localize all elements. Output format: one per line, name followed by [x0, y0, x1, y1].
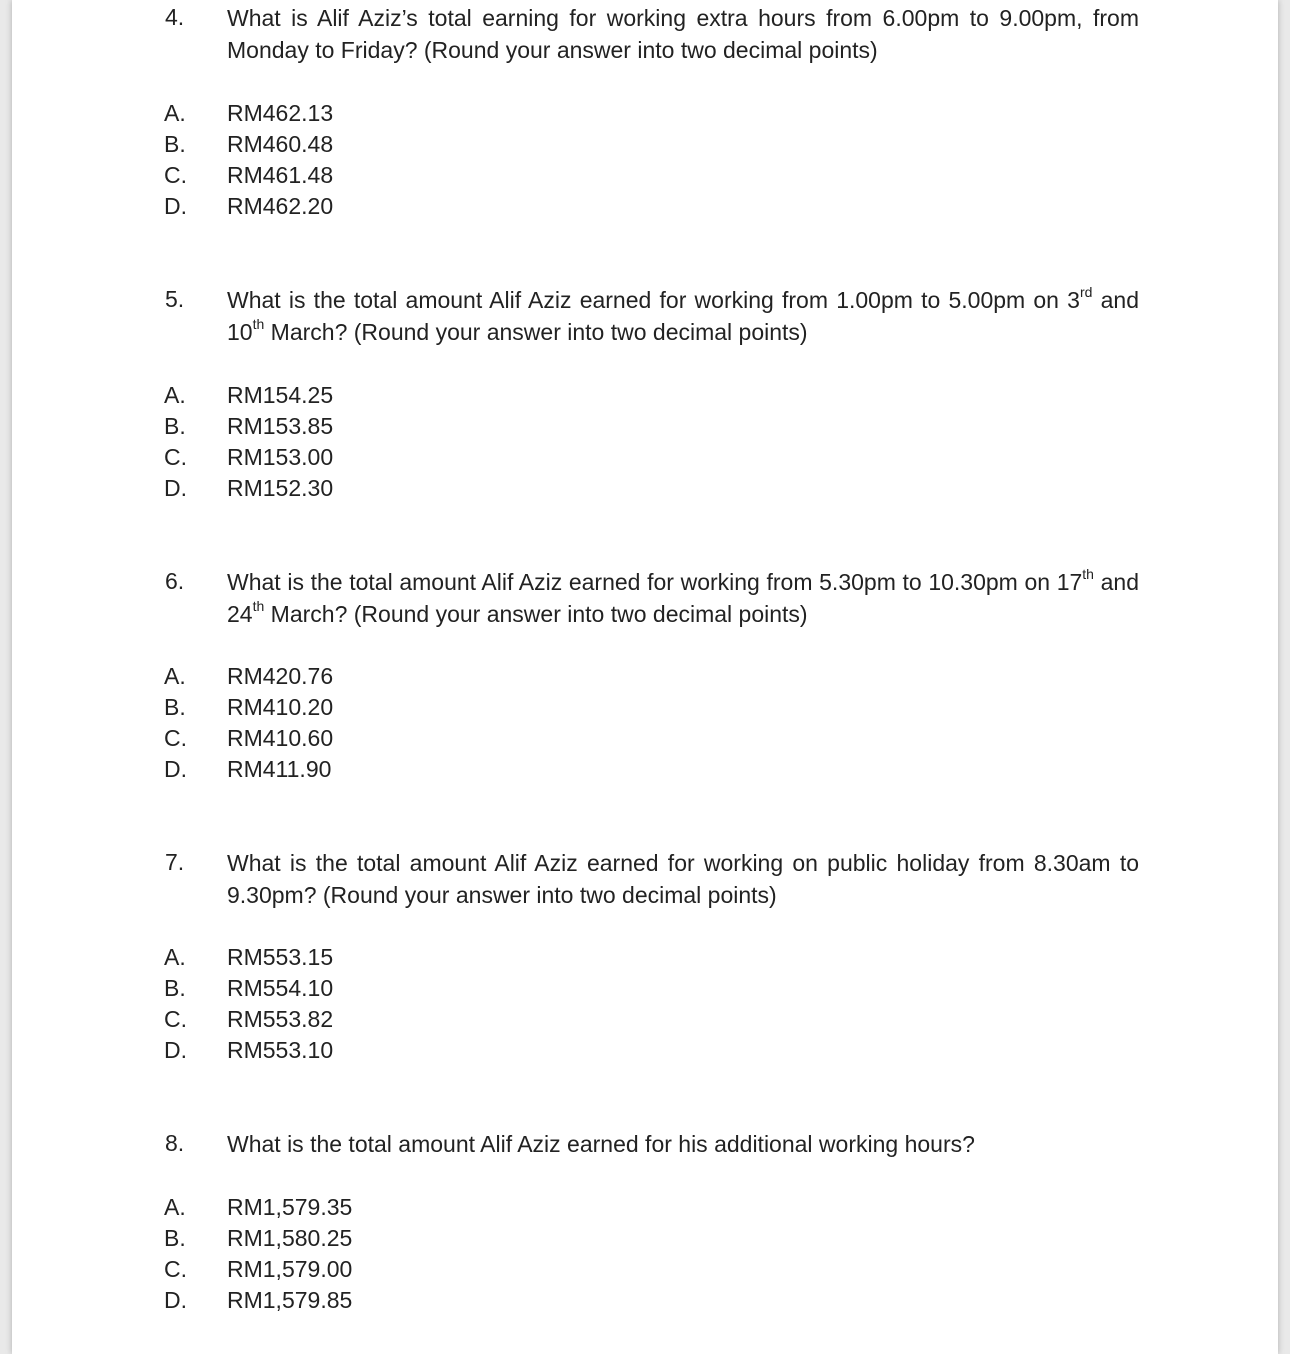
option-c — [12, 1254, 612, 1285]
option-value: RM1,579.35 — [227, 1194, 353, 1220]
option-letter: D. — [164, 1287, 187, 1313]
option-value: RM420.76 — [227, 663, 334, 689]
question-text — [227, 847, 1139, 911]
question-number: 7. — [165, 849, 185, 875]
option-value: RM153.00 — [227, 444, 334, 470]
question-text-part: What is Alif Aziz’s total earning for working extra hours from 6.00pm to 9.00pm, from Monday to Friday? (Round your answer into two decimal points) — [227, 5, 1139, 63]
option-b — [12, 973, 612, 1004]
option-b — [12, 692, 612, 723]
option-letter: C. — [164, 725, 187, 751]
option-value: RM153.85 — [227, 413, 334, 439]
question-text — [227, 2, 1139, 66]
option-d — [12, 1285, 612, 1316]
option-letter: D. — [164, 475, 187, 501]
option-letter: B. — [164, 694, 186, 720]
superscript: th — [252, 316, 265, 333]
option-value: RM460.48 — [227, 131, 334, 157]
question-text-part: What is the total amount Alif Aziz earned for working from 5.30pm to 10.30pm on 17 — [227, 569, 1083, 595]
option-d — [12, 1035, 612, 1066]
option-letter: C. — [164, 1006, 187, 1032]
question-number: 8. — [165, 1130, 185, 1156]
question-text — [227, 1128, 1139, 1160]
option-d — [12, 191, 612, 222]
option-letter: B. — [164, 975, 186, 1001]
option-letter: C. — [164, 1256, 187, 1282]
question-text — [227, 284, 1139, 348]
option-value: RM461.48 — [227, 162, 334, 188]
option-value: RM1,579.00 — [227, 1256, 353, 1282]
question-text-part: and 24 — [227, 569, 1140, 627]
option-value: RM411.90 — [227, 756, 332, 782]
option-value: RM554.10 — [227, 975, 334, 1001]
document-page — [12, 0, 1278, 1354]
option-value: RM1,580.25 — [227, 1225, 353, 1251]
superscript: rd — [1079, 284, 1093, 301]
option-c — [12, 442, 612, 473]
option-a — [12, 380, 612, 411]
option-letter: D. — [164, 1037, 187, 1063]
option-c — [12, 723, 612, 754]
option-a — [12, 1192, 612, 1223]
option-letter: A. — [164, 663, 186, 689]
option-letter: A. — [164, 944, 186, 970]
option-letter: B. — [164, 1225, 186, 1251]
question-text — [227, 566, 1139, 630]
option-c — [12, 1004, 612, 1035]
option-value: RM553.82 — [227, 1006, 334, 1032]
option-a — [12, 98, 612, 129]
option-value: RM1,579.85 — [227, 1287, 353, 1313]
superscript: th — [252, 598, 265, 615]
option-value: RM462.13 — [227, 100, 334, 126]
option-letter: A. — [164, 1194, 186, 1220]
option-letter: A. — [164, 100, 186, 126]
option-value: RM553.10 — [227, 1037, 334, 1063]
option-a — [12, 661, 612, 692]
option-letter: C. — [164, 444, 187, 470]
option-b — [12, 411, 612, 442]
option-b — [12, 129, 612, 160]
question-number: 4. — [165, 4, 185, 30]
option-value: RM410.20 — [227, 694, 334, 720]
option-letter: B. — [164, 131, 186, 157]
option-value: RM462.20 — [227, 193, 334, 219]
question-number: 5. — [165, 286, 185, 312]
option-value: RM154.25 — [227, 382, 334, 408]
superscript: th — [1082, 566, 1094, 583]
question-text-part: and 10 — [227, 287, 1139, 345]
option-value: RM152.30 — [227, 475, 334, 501]
option-value: RM553.15 — [227, 944, 334, 970]
question-number: 6. — [165, 568, 185, 594]
question-text-part: March? (Round your answer into two decimal points) — [264, 319, 808, 345]
option-d — [12, 473, 612, 504]
option-letter: D. — [164, 193, 187, 219]
option-letter: D. — [164, 756, 187, 782]
question-text-part: What is the total amount Alif Aziz earned for his additional working hours? — [227, 1131, 975, 1157]
question-text-part: What is the total amount Alif Aziz earned for working from 1.00pm to 5.00pm on 3 — [227, 287, 1080, 313]
option-letter: A. — [164, 382, 186, 408]
question-text-part: March? (Round your answer into two decimal points) — [264, 601, 808, 627]
option-letter: B. — [164, 413, 186, 439]
option-a — [12, 942, 612, 973]
option-d — [12, 754, 612, 785]
question-text-part: What is the total amount Alif Aziz earned for working on public holiday from 8.30am to 9.30pm? (Round your answer into two decimal points) — [227, 850, 1139, 908]
option-value: RM410.60 — [227, 725, 334, 751]
option-b — [12, 1223, 612, 1254]
option-c — [12, 160, 612, 191]
option-letter: C. — [164, 162, 187, 188]
